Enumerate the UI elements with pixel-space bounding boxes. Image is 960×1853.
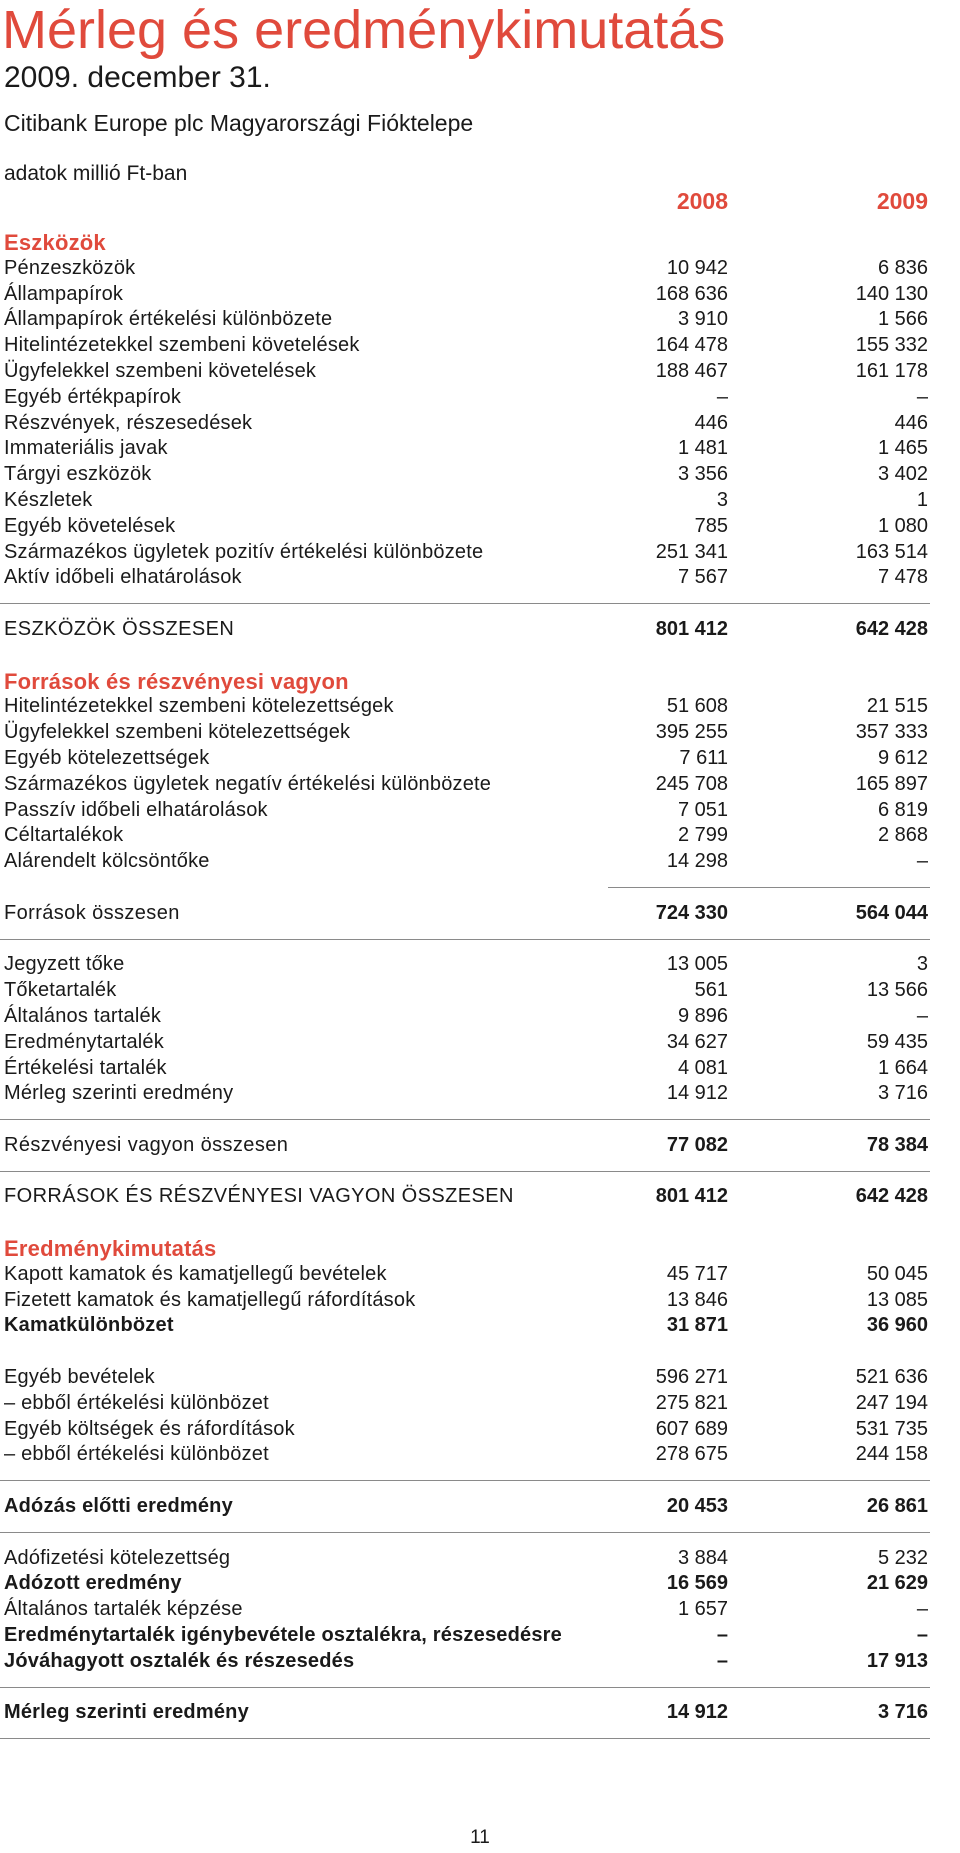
entity-name: Citibank Europe plc Magyarországi Fióktelepe	[4, 110, 474, 136]
year-header	[0, 184, 930, 218]
value-2009: 163 514	[855, 540, 928, 563]
unit-note: adatok millió Ft-ban	[4, 162, 188, 185]
table-row	[0, 694, 930, 720]
value-2009: 59 435	[866, 1030, 928, 1053]
value-2008: 596 271	[655, 1366, 728, 1389]
table-row	[0, 823, 930, 849]
divider	[0, 1726, 930, 1752]
value-2008: 245 708	[655, 772, 728, 795]
table-row	[0, 436, 930, 462]
value-2008: 395 255	[655, 721, 728, 744]
value-2009: 36 960	[866, 1314, 928, 1337]
value-2009: 3 716	[877, 1701, 928, 1724]
section-title: Eszközök	[4, 230, 106, 255]
value-2009: 446	[894, 411, 928, 434]
section-heading	[0, 1236, 930, 1262]
row-label: Részvények, részesedések	[4, 411, 253, 434]
row-label: Jóváhagyott osztalék és részesedés	[4, 1649, 355, 1672]
value-2009: 13 085	[866, 1288, 928, 1311]
value-2008: 785	[694, 514, 728, 537]
row-label: Állampapírok értékelési különbözete	[4, 308, 333, 331]
row-label: Származékos ügyletek negatív értékelési különbözete	[4, 772, 492, 795]
value-2008: 801 412	[655, 617, 728, 640]
row-label: Hitelintézetekkel szembeni kötelezettségek	[4, 695, 394, 718]
table-row	[0, 488, 930, 514]
value-2009: –	[916, 1624, 928, 1647]
divider	[0, 591, 930, 617]
value-2009: 531 735	[855, 1417, 928, 1440]
divider	[0, 927, 930, 953]
value-2009: 3 402	[877, 463, 928, 486]
value-2008: 168 636	[655, 282, 728, 305]
divider	[0, 1520, 930, 1546]
value-2009: 3	[916, 953, 928, 976]
row-label: Egyéb értékpapírok	[4, 385, 182, 408]
value-2009: –	[916, 385, 928, 408]
value-2009: –	[916, 850, 928, 873]
table-row	[0, 1417, 930, 1443]
value-2008: 13 846	[666, 1288, 728, 1311]
table-row	[0, 359, 930, 385]
table-row	[0, 1442, 930, 1468]
value-2008: 14 298	[666, 850, 728, 873]
value-2008: 14 912	[666, 1701, 728, 1724]
value-2009: –	[916, 1598, 928, 1621]
row-label: Céltartalékok	[4, 824, 124, 847]
table-row	[0, 333, 930, 359]
table-row	[0, 1623, 930, 1649]
value-2008: 45 717	[666, 1262, 728, 1285]
table-row	[0, 617, 930, 643]
value-2008: 278 675	[655, 1443, 728, 1466]
table-row	[0, 385, 930, 411]
table-row	[0, 901, 930, 927]
row-label: Források összesen	[4, 901, 180, 924]
row-label: Adózott eredmény	[4, 1572, 182, 1595]
value-2009: 140 130	[855, 282, 928, 305]
value-2009: 1	[916, 488, 928, 511]
value-2008: 188 467	[655, 359, 728, 382]
row-label: Adózás előtti eredmény	[4, 1495, 233, 1518]
row-label: Eredménytartalék	[4, 1030, 164, 1053]
row-label: Adófizetési kötelezettség	[4, 1546, 231, 1569]
row-label: Származékos ügyletek pozitív értékelési különbözete	[4, 540, 484, 563]
row-label: Eredménytartalék igénybevétele osztalékra, részesedésre	[4, 1624, 562, 1647]
value-2009: 521 636	[855, 1366, 928, 1389]
table-row	[0, 1313, 930, 1339]
row-label: Készletek	[4, 488, 93, 511]
report-date: 2009. december 31.	[4, 61, 271, 94]
row-label: Mérleg szerinti eredmény	[4, 1082, 234, 1105]
value-2008: –	[716, 1649, 728, 1672]
table-row	[0, 1184, 930, 1210]
value-2009: 1 566	[877, 308, 928, 331]
year-2008-header: 2008	[676, 188, 728, 214]
value-2009: 6 819	[877, 798, 928, 821]
table-row	[0, 1391, 930, 1417]
table-row	[0, 514, 930, 540]
value-2008: 2 799	[677, 824, 728, 847]
value-2008: 9 896	[677, 1004, 728, 1027]
value-2008: 10 942	[666, 256, 728, 279]
value-2008: 16 569	[666, 1572, 728, 1595]
divider	[0, 1159, 930, 1185]
row-label: Értékelési tartalék	[4, 1056, 167, 1079]
value-2009: 5 232	[877, 1546, 928, 1569]
table-row	[0, 1700, 930, 1726]
spacer	[0, 1339, 930, 1365]
value-2008: 561	[694, 979, 728, 1002]
table-row	[0, 411, 930, 437]
row-label: Alárendelt kölcsöntőke	[4, 850, 210, 873]
value-2009: 21 515	[866, 695, 928, 718]
table-row	[0, 1365, 930, 1391]
page-title: Mérleg és eredménykimutatás	[2, 0, 726, 60]
value-2008: 275 821	[655, 1391, 728, 1414]
row-label: Passzív időbeli elhatárolások	[4, 798, 268, 821]
table-row	[0, 746, 930, 772]
row-label: Hitelintézetekkel szembeni követelések	[4, 334, 360, 357]
row-label: Egyéb költségek és ráfordítások	[4, 1417, 295, 1440]
table-row	[0, 849, 930, 875]
row-label: Egyéb kötelezettségek	[4, 746, 210, 769]
table-row	[0, 1494, 930, 1520]
value-2008: 3 884	[677, 1546, 728, 1569]
value-2009: 7 478	[877, 566, 928, 589]
value-2009: 9 612	[877, 746, 928, 769]
value-2009: 155 332	[855, 334, 928, 357]
divider	[0, 1468, 930, 1494]
value-2009: 6 836	[877, 256, 928, 279]
value-2009: 564 044	[855, 901, 928, 924]
year-2009-header: 2009	[876, 188, 928, 214]
table-row	[0, 462, 930, 488]
value-2008: 14 912	[666, 1082, 728, 1105]
row-label: Egyéb bevételek	[4, 1366, 155, 1389]
value-2008: 20 453	[666, 1495, 728, 1518]
value-2009: 13 566	[866, 979, 928, 1002]
value-2009: 247 194	[855, 1391, 928, 1414]
financial-table	[0, 230, 930, 1752]
value-2008: 7 611	[679, 746, 728, 769]
value-2009: 21 629	[866, 1572, 928, 1595]
table-row	[0, 1056, 930, 1082]
divider	[0, 1107, 930, 1133]
divider	[0, 875, 930, 901]
table-row	[0, 1546, 930, 1572]
row-label: Mérleg szerinti eredmény	[4, 1701, 249, 1724]
value-2008: 724 330	[655, 901, 728, 924]
value-2009: 3 716	[877, 1082, 928, 1105]
row-label: Tőketartalék	[4, 979, 117, 1002]
value-2008: 3	[716, 488, 728, 511]
value-2008: 77 082	[666, 1133, 728, 1156]
table-row	[0, 952, 930, 978]
value-2009: –	[916, 1004, 928, 1027]
value-2009: 642 428	[855, 617, 928, 640]
row-label: Tárgyi eszközök	[4, 463, 152, 486]
value-2008: –	[716, 385, 728, 408]
value-2008: 251 341	[655, 540, 728, 563]
value-2009: 2 868	[877, 824, 928, 847]
table-row	[0, 307, 930, 333]
value-2009: 357 333	[855, 721, 928, 744]
table-row	[0, 1597, 930, 1623]
value-2008: –	[716, 1624, 728, 1647]
value-2009: 17 913	[866, 1649, 928, 1672]
table-row	[0, 1571, 930, 1597]
row-label: Pénzeszközök	[4, 256, 136, 279]
table-row	[0, 720, 930, 746]
row-label: ESZKÖZÖK ÖSSZESEN	[4, 617, 235, 640]
value-2009: 642 428	[855, 1185, 928, 1208]
value-2008: 31 871	[666, 1314, 728, 1337]
value-2008: 4 081	[677, 1056, 728, 1079]
row-label: Ügyfelekkel szembeni követelések	[4, 359, 317, 382]
row-label: Aktív időbeli elhatárolások	[4, 566, 242, 589]
value-2009: 78 384	[866, 1133, 928, 1156]
value-2008: 51 608	[666, 695, 728, 718]
table-row	[0, 1133, 930, 1159]
spacer	[0, 1210, 930, 1236]
value-2009: 1 465	[877, 437, 928, 460]
value-2009: 50 045	[866, 1262, 928, 1285]
table-row	[0, 1030, 930, 1056]
table-row	[0, 978, 930, 1004]
value-2009: 1 080	[877, 514, 928, 537]
value-2009: 161 178	[855, 359, 928, 382]
value-2009: 1 664	[877, 1056, 928, 1079]
row-label: Ügyfelekkel szembeni kötelezettségek	[4, 721, 351, 744]
row-label: FORRÁSOK ÉS RÉSZVÉNYESI VAGYON ÖSSZESEN	[4, 1185, 514, 1208]
table-row	[0, 1649, 930, 1675]
table-row	[0, 1004, 930, 1030]
table-row	[0, 1262, 930, 1288]
value-2008: 3 910	[677, 308, 728, 331]
value-2008: 1 481	[677, 437, 728, 460]
value-2008: 446	[694, 411, 728, 434]
value-2008: 13 005	[666, 953, 728, 976]
table-row	[0, 256, 930, 282]
page-number: 11	[470, 1827, 490, 1848]
row-label: Általános tartalék képzése	[4, 1598, 243, 1621]
value-2008: 7 567	[677, 566, 728, 589]
value-2008: 34 627	[666, 1030, 728, 1053]
value-2008: 7 051	[677, 798, 728, 821]
row-label: Immateriális javak	[4, 437, 168, 460]
value-2008: 1 657	[677, 1598, 728, 1621]
row-label: Részvényesi vagyon összesen	[4, 1133, 289, 1156]
value-2009: 244 158	[855, 1443, 928, 1466]
value-2009: 26 861	[866, 1495, 928, 1518]
table-row	[0, 540, 930, 566]
row-label: Fizetett kamatok és kamatjellegű ráfordítások	[4, 1288, 416, 1311]
value-2008: 3 356	[677, 463, 728, 486]
value-2008: 164 478	[655, 334, 728, 357]
value-2009: 165 897	[855, 772, 928, 795]
row-label: – ebből értékelési különbözet	[4, 1443, 269, 1466]
row-label: Jegyzett tőke	[4, 953, 125, 976]
table-row	[0, 1288, 930, 1314]
table-row	[0, 1081, 930, 1107]
table-row	[0, 798, 930, 824]
section-title: Források és részvényesi vagyon	[4, 668, 349, 694]
row-label: – ebből értékelési különbözet	[4, 1391, 269, 1414]
value-2008: 801 412	[655, 1185, 728, 1208]
row-label: Általános tartalék	[4, 1004, 162, 1027]
divider	[0, 1675, 930, 1701]
table-row	[0, 282, 930, 308]
section-title: Eredménykimutatás	[4, 1236, 217, 1262]
spacer	[0, 643, 930, 669]
table-row	[0, 772, 930, 798]
row-label: Egyéb követelések	[4, 514, 176, 537]
section-heading	[0, 669, 930, 695]
row-label: Kapott kamatok és kamatjellegű bevételek	[4, 1262, 387, 1285]
table-row	[0, 565, 930, 591]
section-heading	[0, 230, 930, 256]
row-label: Állampapírok	[4, 282, 124, 305]
value-2008: 607 689	[655, 1417, 728, 1440]
row-label: Kamatkülönbözet	[4, 1314, 174, 1337]
